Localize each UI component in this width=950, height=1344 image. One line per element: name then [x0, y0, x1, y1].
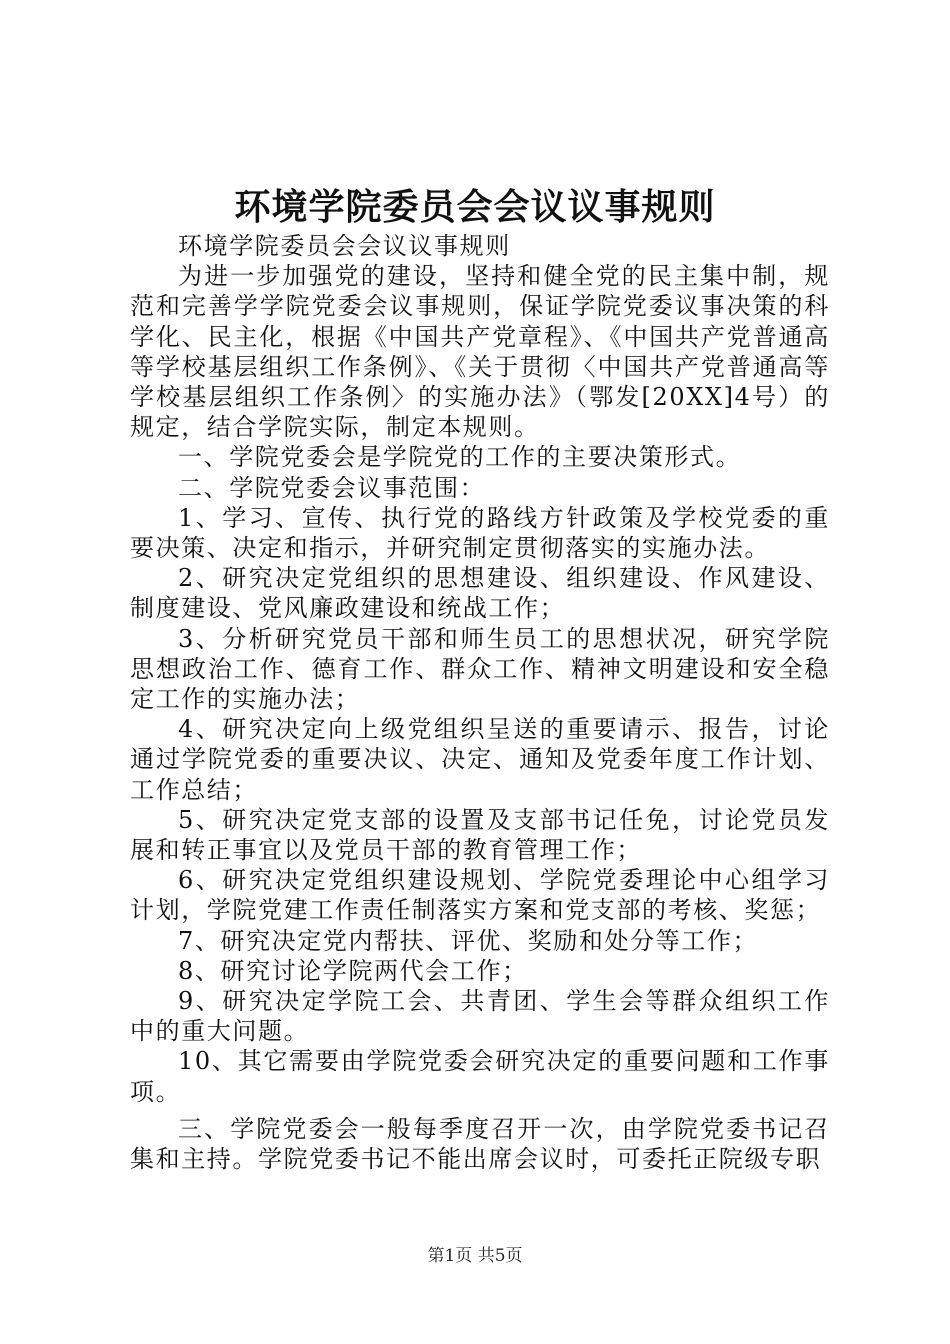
page-number-footer: 第1页 共5页	[427, 1246, 523, 1266]
paragraph: 三、学院党委会一般每季度召开一次，由学院党委书记召集和主持。学院党委书记不能出席会议时，可委托正院级专职	[130, 1114, 830, 1174]
paragraph: 环境学院委员会会议议事规则	[178, 232, 511, 260]
document-title: 环境学院委员会会议议事规则	[234, 186, 716, 228]
paragraph: 10、其它需要由学院党委会研究决定的重要问题和工作事项。	[130, 1047, 830, 1106]
paragraph: 7、研究决定党内帮扶、评优、奖励和处分等工作；	[178, 926, 759, 955]
paragraph: 6、研究决定党组织建设规划、学院党委理论中心组学习计划，学院党建工作责任制落实方案和党支部的考核、奖惩；	[130, 866, 830, 925]
paragraph: 2、研究决定党组织的思想建设、组织建设、作风建设、制度建设、党风廉政建设和统战工作；	[130, 564, 830, 623]
paragraph: 4、研究决定向上级党组织呈送的重要请示、报告，讨论通过学院党委的重要决议、决定、通知及党委年度工作计划、工作总结；	[130, 715, 830, 804]
paragraph: 一、学院党委会是学院党的工作的主要决策形式。	[178, 443, 742, 472]
paragraph: 5、研究决定党支部的设置及支部书记任免，讨论党员发展和转正事宜以及党员干部的教育管理工作；	[130, 805, 830, 865]
paragraph: 9、研究决定学院工会、共青团、学生会等群众组织工作中的重大问题。	[130, 987, 830, 1046]
paragraph: 二、学院党委会议事范围：	[178, 473, 486, 502]
paragraph: 1、学习、宣传、执行党的路线方针政策及学校党委的重要决策、决定和指示，并研究制定贯彻落实的实施办法。	[130, 503, 830, 563]
paragraph: 为进一步加强党的建设，坚持和健全党的民主集中制，规范和完善学学院党委会议事规则，保证学院党委议事决策的科学化、民主化，根据《中国共产党章程》、《中国共产党普通高等学校基层组织工作条例》、《关于贯彻〈中国共产党普通高等学校基层组织工作条例〉的实施办法》（鄂发[20XX]4号）的规定，结合学院实际，制定本规则。	[130, 262, 830, 442]
paragraph: 3、分析研究党员干部和师生员工的思想状况，研究学院思想政治工作、德育工作、群众工作、精神文明建设和安全稳定工作的实施办法；	[130, 624, 830, 714]
document-body	[130, 231, 830, 1174]
paragraph: 8、研究讨论学院两代会工作；	[178, 956, 528, 985]
